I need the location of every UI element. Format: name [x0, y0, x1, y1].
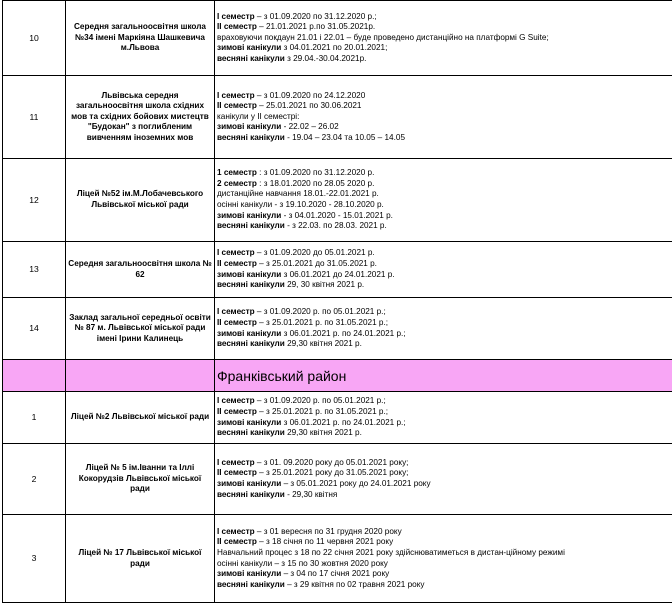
schedule-line — [217, 527, 672, 538]
schedule-term-text: – з 18 січня по 11 червня 2021 року — [256, 537, 394, 547]
schedule-line — [217, 168, 672, 179]
schedule-term-label: весняні канікули — [217, 221, 285, 231]
schedule-line — [217, 200, 672, 211]
schedule-cell — [215, 515, 672, 603]
school-name: Ліцей №52 ім.М.Лобачевського Львівської міської ради — [66, 159, 215, 242]
schedule-cell — [215, 392, 672, 444]
schedule-line — [217, 418, 672, 429]
schedule-term-text: Навчальний процес з 18 по 22 січня 2021 року здійснюватиметься в дистан-ційному режимі — [217, 547, 565, 557]
schedule-term-text: враховуючи покдаун 21.01 і 22.01 – буде проведено дистанційно на платформі G Suite; — [217, 32, 549, 42]
schedule-term-label: весняні канікули — [217, 489, 285, 499]
schedule-line — [217, 33, 672, 44]
district-name: Франківський район — [215, 360, 672, 392]
schedule-line — [217, 91, 672, 102]
schedule-line — [217, 537, 672, 548]
table-row — [3, 444, 672, 515]
schedule-term-text: з 29.04.-30.04.2021р. — [284, 53, 367, 63]
schedule-term-label: зимові канікули — [217, 210, 282, 220]
schedule-line — [217, 270, 672, 281]
schedule-term-label: зимові канікули — [217, 43, 282, 53]
schedule-line — [217, 22, 672, 33]
schedule-cell — [215, 242, 672, 298]
schedule-line — [217, 133, 672, 144]
schedule-term-text: 29,30 квітня 2021 р. — [284, 428, 362, 438]
schedule-line — [217, 559, 672, 570]
table-row — [3, 392, 672, 444]
schedule-line — [217, 54, 672, 65]
schedule-term-label: зимові канікули — [217, 417, 282, 427]
school-name: Заклад загальної середньої освіти № 87 м. Львівської міської ради імені Ірини Калинець — [66, 298, 215, 360]
schedule-term-label: І семестр — [217, 248, 255, 258]
schedule-term-text: - з 04.01.2020 - 15.01.2021 р. — [281, 210, 393, 220]
schedule-line — [217, 12, 672, 23]
schedule-term-text: : з 18.01.2020 по 28.05 2020 р. — [256, 178, 375, 188]
schedule-line — [217, 329, 672, 340]
schedule-term-text: 29, 30 квітня 2021 р. — [284, 280, 365, 290]
schedule-line — [217, 43, 672, 54]
schedule-line — [217, 101, 672, 112]
schedule-term-text: – з 25.01.2021 року до 31.05.2021 року; — [256, 468, 409, 478]
row-number: 3 — [3, 515, 66, 603]
schedule-term-label: весняні канікули — [217, 339, 285, 349]
schedule-line — [217, 479, 672, 490]
table-row — [3, 1, 672, 76]
district-empty-cell — [3, 360, 66, 392]
schedule-term-label: 1 семестр — [217, 168, 257, 178]
schedule-term-label: І семестр — [217, 307, 255, 317]
schedule-term-text: - 29,30 квітня — [284, 489, 338, 499]
schedule-term-label: ІІ семестр — [217, 537, 257, 547]
schedule-term-label: І семестр — [217, 457, 255, 467]
schedule-term-label: 2 семестр — [217, 178, 257, 188]
row-number: 11 — [3, 76, 66, 159]
schedule-line — [217, 112, 672, 123]
schedule-term-label: ІІ семестр — [217, 258, 257, 268]
schedule-line — [217, 189, 672, 200]
schedule-term-text: – з 01.09.2020 р. по 05.01.2021 р.; — [254, 396, 386, 406]
schedule-table — [2, 0, 672, 603]
schedule-line — [217, 339, 672, 350]
schedule-term-text: 29,30 квітня 2021 р. — [284, 339, 362, 349]
schedule-cell — [215, 298, 672, 360]
schedule-term-text: – з 25.01.2021 р. по 31.05.2021 р.; — [256, 317, 388, 327]
schedule-term-text: канікули у ІІ семестрі: — [217, 111, 300, 121]
row-number: 10 — [3, 1, 66, 76]
schedule-term-label: ІІ семестр — [217, 317, 257, 327]
schedule-line — [217, 248, 672, 259]
schedule-term-label: ІІ семестр — [217, 468, 257, 478]
schedule-term-label: І семестр — [217, 90, 255, 100]
schedule-term-text: – 21.01.2021 р.по 31.05.2021р. — [256, 22, 376, 32]
schedule-term-label: весняні канікули — [217, 579, 285, 589]
schedule-term-text: з 04.01.2021 по 20.01.2021; — [281, 43, 388, 53]
schedule-line — [217, 407, 672, 418]
schedule-line — [217, 280, 672, 291]
row-number: 14 — [3, 298, 66, 360]
schedule-term-label: зимові канікули — [217, 479, 282, 488]
schedule-cell — [215, 76, 672, 159]
schedule-line — [217, 122, 672, 133]
schedule-term-label: ІІ семестр — [217, 406, 257, 416]
table-row — [3, 159, 672, 242]
schedule-term-label: І семестр — [217, 396, 255, 406]
schedule-term-text: – з 01. 09.2020 року до 05.01.2021 року; — [254, 457, 409, 467]
schedule-term-label: весняні канікули — [217, 428, 285, 438]
schedule-term-label: весняні канікули — [217, 53, 285, 63]
schedule-cell — [215, 1, 672, 76]
schedule-term-text: – з 01 вересня по 31 грудня 2020 року — [254, 526, 402, 536]
schedule-term-label: зимові канікули — [217, 122, 282, 132]
schedule-term-label: ІІ семестр — [217, 101, 257, 111]
schedule-line — [217, 259, 672, 270]
schedule-term-text: дистанційне навчання 18.01.-22.01.2021 р. — [217, 189, 379, 199]
schedule-line — [217, 179, 672, 190]
school-name: Ліцей № 17 Львівської міської ради — [66, 515, 215, 603]
district-empty-cell — [66, 360, 215, 392]
schedule-term-text: – з 05.01.2021 року до 24.01.2021 року — [281, 479, 431, 488]
table-row — [3, 298, 672, 360]
schedule-term-text: з 06.01.2021 р. по 24.01.2021 р.; — [281, 328, 406, 338]
schedule-line — [217, 318, 672, 329]
schedule-term-text: - 22.02 – 26.02 — [281, 122, 339, 132]
schedule-line — [217, 548, 672, 559]
schedule-term-label: ІІ семестр — [217, 22, 257, 32]
schedule-term-text: - 19.04 – 23.04 та 10.05 – 14.05 — [284, 132, 405, 142]
schedule-line — [217, 468, 672, 479]
school-name: Ліцей №2 Львівської міської ради — [66, 392, 215, 444]
schedule-cell — [215, 444, 672, 515]
schedule-line — [217, 580, 672, 591]
schedule-term-text: осінні канікули - з 19.10.2020 - 28.10.2020 р. — [217, 200, 384, 209]
school-name: Ліцей № 5 ім.Іванни та Іллі Кокорудзів Львівської міської ради — [66, 444, 215, 515]
schedule-line — [217, 396, 672, 407]
schedule-line — [217, 458, 672, 469]
school-name: Львівська середня загальноосвітня школа східних мов та східних бойових мистецтв "Будокан" з поглибленим вивченням іноземних мов — [66, 76, 215, 159]
schedule-term-label: І семестр — [217, 11, 255, 21]
schedule-term-text: осінні канікули – з 15 по 30 жовтня 2020 року — [217, 558, 388, 568]
schedule-term-text: з 06.01.2021 р. по 24.01.2021 р.; — [281, 417, 406, 427]
schedule-term-label: І семестр — [217, 526, 255, 536]
schedule-line — [217, 490, 672, 501]
schedule-term-text: : з 01.09.2020 по 31.12.2020 р. — [256, 168, 375, 178]
schedule-term-text: – з 29 квітня по 02 травня 2021 року — [284, 579, 425, 589]
row-number: 13 — [3, 242, 66, 298]
row-number: 12 — [3, 159, 66, 242]
schedule-term-text: – з 25.01.2021 до 31.05.2021 р. — [256, 258, 377, 268]
table-row — [3, 242, 672, 298]
school-name: Середня загальноосвітня школа №34 імені Маркіяна Шашкевича м.Львова — [66, 1, 215, 76]
schedule-term-text: – 25.01.2021 по 30.06.2021 — [256, 101, 362, 111]
schedule-term-label: зимові канікули — [217, 269, 282, 279]
schedule-term-text: – з 01.09.2020 до 05.01.2021 р. — [254, 248, 375, 258]
schedule-term-text: – з 25.01.2021 р. по 31.05.2021 р.; — [256, 406, 388, 416]
schedule-line — [217, 307, 672, 318]
schedule-term-text: – з 01.09.2020 по 31.12.2020 р.; — [254, 11, 377, 21]
schedule-line — [217, 428, 672, 439]
schedule-term-label: зимові канікули — [217, 569, 282, 579]
schedule-term-text: з 06.01.2021 до 24.01.2021 р. — [281, 269, 395, 279]
schedule-term-label: весняні канікули — [217, 132, 285, 142]
schedule-term-text: - з 22.03. по 28.03. 2021 р. — [284, 221, 387, 231]
school-name: Середня загальноосвітня школа № 62 — [66, 242, 215, 298]
schedule-term-text: – з 04 по 17 січня 2021 року — [281, 569, 390, 579]
schedule-term-text: – з 01.09.2020 р. по 05.01.2021 р.; — [254, 307, 386, 317]
schedule-cell — [215, 159, 672, 242]
schedule-term-label: зимові канікули — [217, 328, 282, 338]
row-number: 1 — [3, 392, 66, 444]
row-number: 2 — [3, 444, 66, 515]
district-header-row — [3, 360, 672, 392]
schedule-line — [217, 569, 672, 580]
schedule-line — [217, 211, 672, 222]
table-row — [3, 76, 672, 159]
schedule-line — [217, 221, 672, 232]
schedule-term-label: весняні канікули — [217, 280, 285, 290]
schedule-term-text: – з 01.09.2020 по 24.12.2020 — [254, 90, 366, 100]
table-row — [3, 515, 672, 603]
